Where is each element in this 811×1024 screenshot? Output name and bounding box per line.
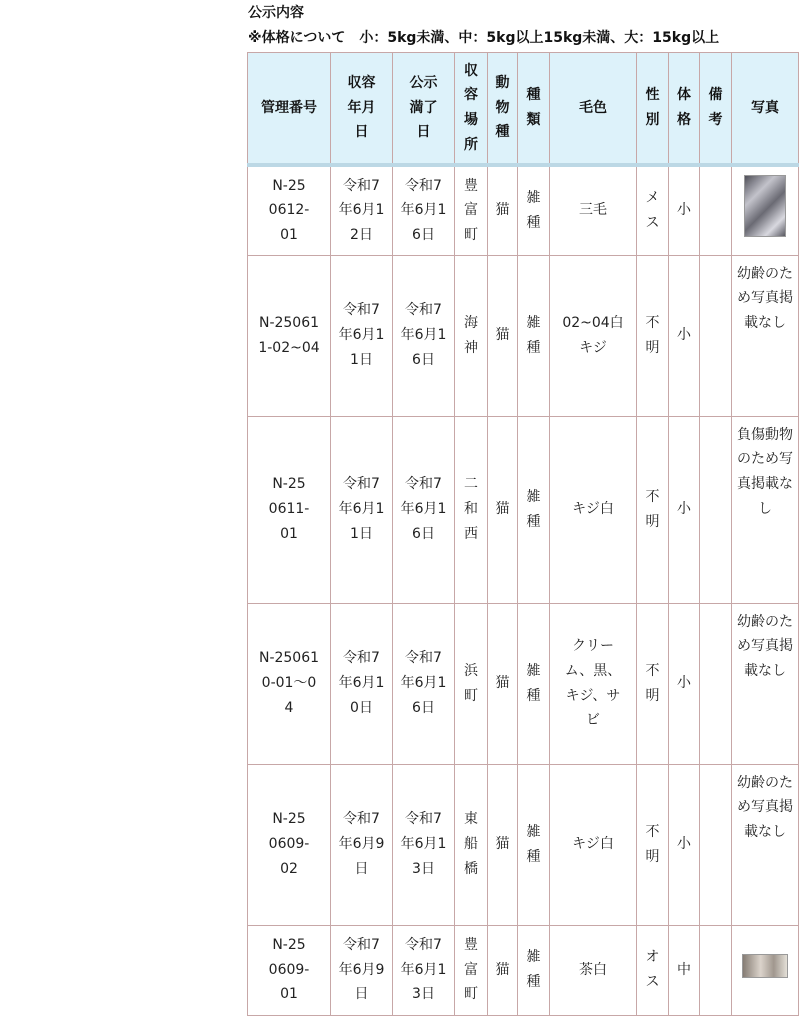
cell-size: 小 <box>669 603 700 764</box>
cell-animal: 猫 <box>488 416 518 603</box>
cell-breed: 雑種 <box>518 764 550 925</box>
cell-sex: 不明 <box>637 603 669 764</box>
cell-intake-date: 令和7年6月10日 <box>331 603 393 764</box>
cell-place: 豊富町 <box>455 165 488 255</box>
table-header-row <box>248 53 799 166</box>
cell-place: 東船橋 <box>455 764 488 925</box>
cell-photo: 負傷動物のため写真掲載なし <box>732 416 799 603</box>
cell-intake-date: 令和7年6月9日 <box>331 764 393 925</box>
cell-place: 海神 <box>455 255 488 416</box>
cell-intake-date: 令和7年6月11日 <box>331 255 393 416</box>
cell-id: N-250609-02 <box>248 764 331 925</box>
table-row <box>248 764 799 925</box>
cat-photo-thumbnail[interactable] <box>744 175 786 237</box>
cell-size: 小 <box>669 416 700 603</box>
table-row <box>248 925 799 1015</box>
cell-animal: 猫 <box>488 603 518 764</box>
table-row <box>248 165 799 255</box>
cell-sex: オス <box>637 925 669 1015</box>
cell-remark <box>700 255 732 416</box>
cell-color: 三毛 <box>550 165 637 255</box>
header-sex: 性別 <box>637 53 669 166</box>
table-row <box>248 603 799 764</box>
cell-notice-end: 令和7年6月13日 <box>393 764 455 925</box>
cell-id: N-250611-01 <box>248 416 331 603</box>
cell-id: N-250609-01 <box>248 925 331 1015</box>
cell-breed: 雑種 <box>518 925 550 1015</box>
cell-remark <box>700 603 732 764</box>
cell-photo[interactable] <box>732 165 799 255</box>
header-photo: 写真 <box>732 53 799 166</box>
cell-sex: 不明 <box>637 764 669 925</box>
cell-notice-end: 令和7年6月16日 <box>393 416 455 603</box>
cell-notice-end: 令和7年6月16日 <box>393 603 455 764</box>
cell-color: 02~04白キジ <box>550 255 637 416</box>
cell-intake-date: 令和7年6月12日 <box>331 165 393 255</box>
cell-breed: 雑種 <box>518 255 550 416</box>
cell-remark <box>700 764 732 925</box>
cell-animal: 猫 <box>488 764 518 925</box>
header-animal: 動物種 <box>488 53 518 166</box>
cell-animal: 猫 <box>488 925 518 1015</box>
header-notice-end: 公示満了日 <box>393 53 455 166</box>
cell-id: N-250612-01 <box>248 165 331 255</box>
table-row <box>248 255 799 416</box>
cell-remark <box>700 165 732 255</box>
cell-breed: 雑種 <box>518 416 550 603</box>
header-size: 体格 <box>669 53 700 166</box>
cell-photo[interactable] <box>732 925 799 1015</box>
cell-photo: 幼齢のため写真掲載なし <box>732 603 799 764</box>
cell-animal: 猫 <box>488 165 518 255</box>
cell-size: 中 <box>669 925 700 1015</box>
cell-size: 小 <box>669 255 700 416</box>
cell-intake-date: 令和7年6月9日 <box>331 925 393 1015</box>
cell-breed: 雑種 <box>518 165 550 255</box>
cell-color: キジ白 <box>550 764 637 925</box>
cell-photo: 幼齢のため写真掲載なし <box>732 255 799 416</box>
cell-remark <box>700 416 732 603</box>
table-row <box>248 416 799 603</box>
cell-color: クリーム、黒、キジ、サビ <box>550 603 637 764</box>
cell-intake-date: 令和7年6月11日 <box>331 416 393 603</box>
cell-sex: メス <box>637 165 669 255</box>
header-color: 毛色 <box>550 53 637 166</box>
cell-notice-end: 令和7年6月16日 <box>393 255 455 416</box>
cell-size: 小 <box>669 165 700 255</box>
cell-sex: 不明 <box>637 255 669 416</box>
cell-id: N-250610-01〜04 <box>248 603 331 764</box>
cell-breed: 雑種 <box>518 603 550 764</box>
cell-color: キジ白 <box>550 416 637 603</box>
cell-animal: 猫 <box>488 255 518 416</box>
header-place: 収容場所 <box>455 53 488 166</box>
cell-notice-end: 令和7年6月16日 <box>393 165 455 255</box>
page-title: 公示内容 <box>248 5 304 21</box>
cell-notice-end: 令和7年6月13日 <box>393 925 455 1015</box>
animal-table <box>247 52 799 1016</box>
header-remark: 備考 <box>700 53 732 166</box>
header-intake-date: 収容年月日 <box>331 53 393 166</box>
cell-place: 二和西 <box>455 416 488 603</box>
cell-place: 浜町 <box>455 603 488 764</box>
header-id: 管理番号 <box>248 53 331 166</box>
cell-photo: 幼齢のため写真掲載なし <box>732 764 799 925</box>
cell-color: 茶白 <box>550 925 637 1015</box>
header-breed: 種類 <box>518 53 550 166</box>
cell-size: 小 <box>669 764 700 925</box>
cell-place: 豊富町 <box>455 925 488 1015</box>
cell-sex: 不明 <box>637 416 669 603</box>
size-note: ※体格について 小：5kg未満、中：5kg以上15kg未満、大：15kg以上 <box>248 30 720 46</box>
cell-id: N-250611-02~04 <box>248 255 331 416</box>
cat-photo-thumbnail[interactable] <box>742 954 788 978</box>
cell-remark <box>700 925 732 1015</box>
